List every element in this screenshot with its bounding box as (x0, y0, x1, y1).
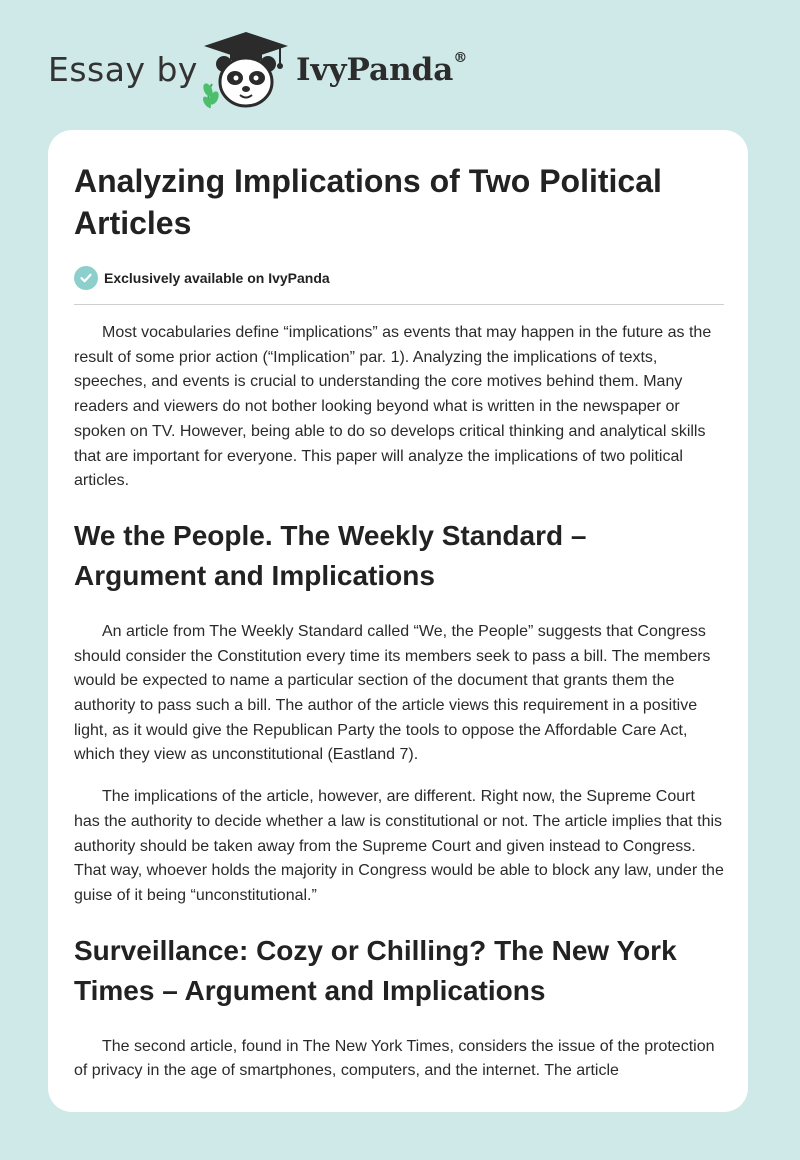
check-circle-icon (74, 266, 98, 290)
panda-mascot-icon (200, 30, 292, 110)
site-header (48, 28, 508, 108)
article-content (74, 160, 724, 1084)
exclusive-badge (74, 264, 724, 305)
paragraph: The implications of the article, however, are different. Right now, the Supreme Court has the authority to decide whether a law is constitutional or not. The article implies that this authority should be taken away from the Supreme Court and given instead to Congress. That way, whoever holds the majority in Congress would be able to block any law, under the guise of it being “unconstitutional.” (74, 788, 724, 904)
section-heading-weekly-standard: We the People. The Weekly Standard – Argument and Implications (74, 519, 587, 591)
exclusive-label: Exclusively available on IvyPanda (104, 270, 330, 286)
brand-logo-text[interactable]: IvyPanda® (296, 50, 468, 88)
article-card (48, 130, 748, 1112)
paragraph: An article from The Weekly Standard called “We, the People” suggests that Congress should consider the Constitution every time its members seek to pass a bill. The members would be expected to name a particular section of the document that grants them the authority to pass such a bill. The author of the article views this requirement in a positive light, as it would give the Republican Party the tools to oppose the Affordable Care Act, which they view as unconstitutional (Eastland 7). (74, 622, 711, 764)
paragraph: The second article, found in The New York Times, considers the issue of the protection of privacy in the age of smartphones, computers, and the internet. The article (74, 1037, 715, 1080)
intro-paragraph: Most vocabularies define “implications” as events that may happen in the future as the result of some prior action (“Implication” par. 1). Analyzing the implications of texts, speeches, and events is crucial to understanding the core motives behind them. Many readers and viewers do not bother looking beyond what is written in the newspaper or spoken on TV. However, being able to do so develops critical thinking and analytical skills that are important for everyone. This paper will analyze the implications of two political articles. (74, 324, 712, 490)
section-heading-new-york-times: Surveillance: Cozy or Chilling? The New York Times – Argument and Implications (74, 934, 677, 1006)
article-title: Analyzing Implications of Two Political Articles (74, 163, 662, 241)
essay-by-label: Essay by (48, 50, 198, 89)
